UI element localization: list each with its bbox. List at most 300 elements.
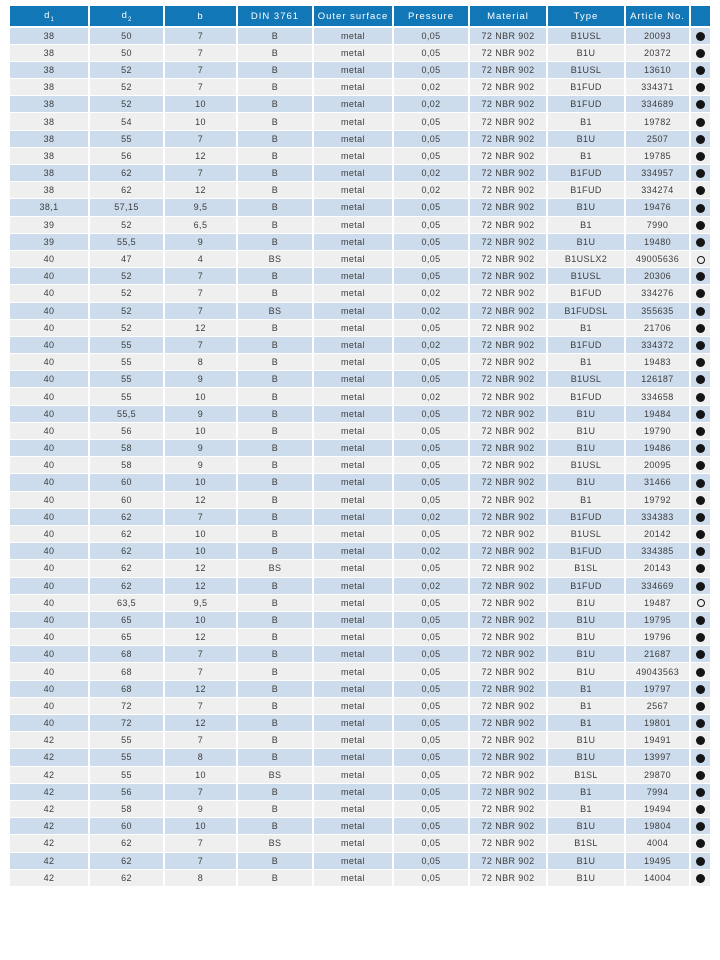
cell-article-no: 334385	[625, 543, 690, 560]
cell-outer-surface: metal	[313, 525, 393, 542]
cell-d2: 50	[89, 44, 164, 61]
filled-circle-icon	[696, 771, 705, 780]
cell-outer-surface: metal	[313, 130, 393, 147]
cell-pressure: 0,05	[393, 457, 469, 474]
cell-material: 72 NBR 902	[469, 783, 547, 800]
cell-availability	[690, 629, 710, 646]
cell-material: 72 NBR 902	[469, 182, 547, 199]
cell-d2: 55	[89, 766, 164, 783]
cell-article-no: 13997	[625, 749, 690, 766]
table-row	[10, 79, 710, 96]
cell-pressure: 0,05	[393, 663, 469, 680]
cell-type: B1U	[547, 422, 625, 439]
table-row	[10, 405, 710, 422]
cell-d1: 42	[10, 835, 89, 852]
cell-outer-surface: metal	[313, 44, 393, 61]
open-circle-icon	[697, 256, 705, 264]
cell-availability	[690, 354, 710, 371]
cell-availability	[690, 319, 710, 336]
cell-d1: 42	[10, 749, 89, 766]
cell-outer-surface: metal	[313, 474, 393, 491]
table-row	[10, 130, 710, 147]
cell-din-3761: B	[237, 577, 313, 594]
cell-outer-surface: metal	[313, 250, 393, 267]
cell-article-no: 29870	[625, 766, 690, 783]
cell-type: B1U	[547, 869, 625, 886]
cell-pressure: 0,02	[393, 79, 469, 96]
cell-din-3761: BS	[237, 835, 313, 852]
filled-circle-icon	[696, 805, 705, 814]
cell-d1: 38	[10, 130, 89, 147]
cell-type: B1USL	[547, 525, 625, 542]
cell-material: 72 NBR 902	[469, 646, 547, 663]
cell-pressure: 0,02	[393, 577, 469, 594]
cell-pressure: 0,05	[393, 818, 469, 835]
cell-article-no: 7994	[625, 783, 690, 800]
cell-pressure: 0,05	[393, 61, 469, 78]
cell-d2: 55	[89, 336, 164, 353]
cell-type: B1FUD	[547, 508, 625, 525]
filled-circle-icon	[696, 547, 705, 556]
cell-b: 10	[164, 113, 237, 130]
cell-d1: 39	[10, 216, 89, 233]
cell-din-3761: B	[237, 749, 313, 766]
cell-material: 72 NBR 902	[469, 405, 547, 422]
cell-article-no: 334274	[625, 182, 690, 199]
cell-outer-surface: metal	[313, 371, 393, 388]
cell-b: 8	[164, 749, 237, 766]
cell-availability	[690, 79, 710, 96]
cell-pressure: 0,05	[393, 250, 469, 267]
column-header-type: Type	[547, 6, 625, 27]
cell-d2: 52	[89, 268, 164, 285]
cell-d1: 40	[10, 543, 89, 560]
cell-material: 72 NBR 902	[469, 577, 547, 594]
cell-b: 12	[164, 577, 237, 594]
cell-article-no: 2507	[625, 130, 690, 147]
cell-type: B1USL	[547, 27, 625, 44]
cell-type: B1FUD	[547, 543, 625, 560]
cell-b: 7	[164, 732, 237, 749]
cell-outer-surface: metal	[313, 611, 393, 628]
cell-availability	[690, 491, 710, 508]
cell-article-no: 7990	[625, 216, 690, 233]
column-header-b: b	[164, 6, 237, 27]
table-row	[10, 422, 710, 439]
cell-din-3761: B	[237, 663, 313, 680]
cell-b: 7	[164, 508, 237, 525]
cell-d1: 40	[10, 508, 89, 525]
cell-material: 72 NBR 902	[469, 594, 547, 611]
cell-b: 7	[164, 268, 237, 285]
cell-d1: 40	[10, 611, 89, 628]
cell-article-no: 334372	[625, 336, 690, 353]
cell-type: B1U	[547, 852, 625, 869]
cell-din-3761: BS	[237, 560, 313, 577]
cell-pressure: 0,05	[393, 629, 469, 646]
cell-material: 72 NBR 902	[469, 525, 547, 542]
cell-material: 72 NBR 902	[469, 732, 547, 749]
filled-circle-icon	[696, 788, 705, 797]
cell-outer-surface: metal	[313, 577, 393, 594]
cell-outer-surface: metal	[313, 835, 393, 852]
cell-d1: 40	[10, 457, 89, 474]
cell-pressure: 0,05	[393, 869, 469, 886]
cell-pressure: 0,05	[393, 474, 469, 491]
cell-din-3761: B	[237, 61, 313, 78]
cell-d1: 38	[10, 79, 89, 96]
cell-type: B1	[547, 783, 625, 800]
cell-type: B1FUDSL	[547, 302, 625, 319]
cell-availability	[690, 732, 710, 749]
cell-material: 72 NBR 902	[469, 388, 547, 405]
cell-din-3761: B	[237, 268, 313, 285]
table-row	[10, 646, 710, 663]
cell-d2: 60	[89, 818, 164, 835]
cell-pressure: 0,05	[393, 147, 469, 164]
cell-b: 10	[164, 543, 237, 560]
filled-circle-icon	[696, 616, 705, 625]
cell-article-no: 13610	[625, 61, 690, 78]
cell-article-no: 19480	[625, 233, 690, 250]
cell-article-no: 19796	[625, 629, 690, 646]
cell-material: 72 NBR 902	[469, 216, 547, 233]
cell-d1: 42	[10, 783, 89, 800]
cell-material: 72 NBR 902	[469, 543, 547, 560]
cell-article-no: 19782	[625, 113, 690, 130]
cell-b: 7	[164, 130, 237, 147]
cell-availability	[690, 336, 710, 353]
cell-din-3761: B	[237, 783, 313, 800]
cell-d2: 47	[89, 250, 164, 267]
cell-b: 10	[164, 96, 237, 113]
cell-d2: 55	[89, 354, 164, 371]
filled-circle-icon	[696, 633, 705, 642]
cell-din-3761: B	[237, 869, 313, 886]
cell-din-3761: B	[237, 44, 313, 61]
cell-din-3761: B	[237, 474, 313, 491]
cell-outer-surface: metal	[313, 594, 393, 611]
cell-outer-surface: metal	[313, 405, 393, 422]
cell-d2: 60	[89, 491, 164, 508]
table-row	[10, 783, 710, 800]
filled-circle-icon	[696, 66, 705, 75]
cell-din-3761: B	[237, 422, 313, 439]
filled-circle-icon	[696, 444, 705, 453]
table-row	[10, 715, 710, 732]
cell-type: B1	[547, 354, 625, 371]
cell-b: 7	[164, 44, 237, 61]
cell-outer-surface: metal	[313, 182, 393, 199]
table-row	[10, 577, 710, 594]
filled-circle-icon	[696, 152, 705, 161]
cell-din-3761: B	[237, 543, 313, 560]
table-row	[10, 818, 710, 835]
cell-d2: 68	[89, 680, 164, 697]
cell-article-no: 19483	[625, 354, 690, 371]
cell-din-3761: BS	[237, 302, 313, 319]
cell-d2: 58	[89, 440, 164, 457]
cell-d2: 58	[89, 457, 164, 474]
cell-din-3761: B	[237, 130, 313, 147]
cell-b: 7	[164, 646, 237, 663]
cell-b: 12	[164, 182, 237, 199]
filled-circle-icon	[696, 238, 705, 247]
cell-outer-surface: metal	[313, 697, 393, 714]
cell-article-no: 19792	[625, 491, 690, 508]
cell-d1: 40	[10, 405, 89, 422]
cell-b: 7	[164, 783, 237, 800]
cell-article-no: 20306	[625, 268, 690, 285]
cell-outer-surface: metal	[313, 302, 393, 319]
cell-d1: 40	[10, 388, 89, 405]
cell-availability	[690, 560, 710, 577]
cell-type: B1USL	[547, 268, 625, 285]
table-row	[10, 749, 710, 766]
cell-d1: 40	[10, 250, 89, 267]
cell-d1: 38	[10, 44, 89, 61]
cell-din-3761: BS	[237, 250, 313, 267]
cell-outer-surface: metal	[313, 27, 393, 44]
cell-type: B1U	[547, 440, 625, 457]
cell-pressure: 0,05	[393, 216, 469, 233]
cell-material: 72 NBR 902	[469, 354, 547, 371]
cell-material: 72 NBR 902	[469, 611, 547, 628]
cell-outer-surface: metal	[313, 285, 393, 302]
cell-b: 12	[164, 629, 237, 646]
cell-material: 72 NBR 902	[469, 800, 547, 817]
cell-article-no: 20143	[625, 560, 690, 577]
cell-din-3761: B	[237, 508, 313, 525]
table-row	[10, 440, 710, 457]
cell-pressure: 0,05	[393, 646, 469, 663]
cell-pressure: 0,05	[393, 354, 469, 371]
open-circle-icon	[697, 599, 705, 607]
cell-material: 72 NBR 902	[469, 199, 547, 216]
cell-pressure: 0,05	[393, 766, 469, 783]
cell-material: 72 NBR 902	[469, 147, 547, 164]
cell-d1: 40	[10, 491, 89, 508]
cell-article-no: 19795	[625, 611, 690, 628]
cell-type: B1U	[547, 474, 625, 491]
cell-d2: 65	[89, 629, 164, 646]
product-table-container	[10, 6, 710, 887]
cell-material: 72 NBR 902	[469, 491, 547, 508]
cell-pressure: 0,02	[393, 165, 469, 182]
cell-d1: 40	[10, 577, 89, 594]
cell-b: 7	[164, 663, 237, 680]
cell-din-3761: B	[237, 680, 313, 697]
cell-material: 72 NBR 902	[469, 422, 547, 439]
cell-outer-surface: metal	[313, 783, 393, 800]
cell-d1: 40	[10, 594, 89, 611]
table-row	[10, 199, 710, 216]
filled-circle-icon	[696, 857, 705, 866]
cell-type: B1	[547, 491, 625, 508]
cell-availability	[690, 388, 710, 405]
cell-d2: 52	[89, 216, 164, 233]
cell-article-no: 2567	[625, 697, 690, 714]
cell-type: B1FUD	[547, 182, 625, 199]
cell-d1: 40	[10, 422, 89, 439]
cell-article-no: 19804	[625, 818, 690, 835]
cell-b: 7	[164, 61, 237, 78]
table-row	[10, 835, 710, 852]
cell-article-no: 334276	[625, 285, 690, 302]
table-row	[10, 268, 710, 285]
cell-type: B1U	[547, 818, 625, 835]
cell-d1: 40	[10, 474, 89, 491]
cell-material: 72 NBR 902	[469, 79, 547, 96]
cell-d2: 55	[89, 130, 164, 147]
cell-outer-surface: metal	[313, 491, 393, 508]
cell-b: 7	[164, 697, 237, 714]
table-row	[10, 61, 710, 78]
cell-d2: 52	[89, 79, 164, 96]
cell-material: 72 NBR 902	[469, 250, 547, 267]
cell-article-no: 19486	[625, 440, 690, 457]
cell-d1: 38	[10, 96, 89, 113]
cell-b: 12	[164, 715, 237, 732]
cell-din-3761: B	[237, 697, 313, 714]
cell-pressure: 0,05	[393, 491, 469, 508]
cell-d1: 40	[10, 680, 89, 697]
cell-outer-surface: metal	[313, 113, 393, 130]
cell-outer-surface: metal	[313, 79, 393, 96]
cell-d2: 68	[89, 646, 164, 663]
table-row	[10, 319, 710, 336]
cell-d2: 62	[89, 182, 164, 199]
cell-article-no: 19484	[625, 405, 690, 422]
cell-d2: 72	[89, 697, 164, 714]
cell-type: B1U	[547, 646, 625, 663]
cell-outer-surface: metal	[313, 354, 393, 371]
cell-pressure: 0,05	[393, 680, 469, 697]
cell-din-3761: B	[237, 147, 313, 164]
cell-availability	[690, 182, 710, 199]
cell-d1: 42	[10, 869, 89, 886]
cell-d2: 68	[89, 663, 164, 680]
cell-d1: 40	[10, 336, 89, 353]
cell-availability	[690, 577, 710, 594]
cell-b: 4	[164, 250, 237, 267]
table-body	[10, 27, 710, 886]
cell-availability	[690, 61, 710, 78]
cell-outer-surface: metal	[313, 61, 393, 78]
cell-d1: 40	[10, 354, 89, 371]
cell-availability	[690, 457, 710, 474]
filled-circle-icon	[696, 839, 705, 848]
cell-b: 7	[164, 285, 237, 302]
cell-material: 72 NBR 902	[469, 474, 547, 491]
cell-pressure: 0,05	[393, 697, 469, 714]
cell-material: 72 NBR 902	[469, 440, 547, 457]
column-header-material: Material	[469, 6, 547, 27]
cell-outer-surface: metal	[313, 852, 393, 869]
cell-d1: 38	[10, 165, 89, 182]
cell-article-no: 355635	[625, 302, 690, 319]
cell-b: 7	[164, 302, 237, 319]
cell-availability	[690, 663, 710, 680]
cell-article-no: 126187	[625, 371, 690, 388]
cell-type: B1U	[547, 594, 625, 611]
table-row	[10, 354, 710, 371]
filled-circle-icon	[696, 272, 705, 281]
cell-d1: 42	[10, 818, 89, 835]
cell-d2: 56	[89, 783, 164, 800]
cell-type: B1FUD	[547, 388, 625, 405]
cell-d2: 52	[89, 96, 164, 113]
column-header-din-3761: DIN 3761	[237, 6, 313, 27]
cell-d1: 40	[10, 371, 89, 388]
cell-outer-surface: metal	[313, 508, 393, 525]
filled-circle-icon	[696, 204, 705, 213]
cell-article-no: 19785	[625, 147, 690, 164]
cell-type: B1	[547, 147, 625, 164]
filled-circle-icon	[696, 822, 705, 831]
filled-circle-icon	[696, 169, 705, 178]
table-row	[10, 594, 710, 611]
cell-type: B1U	[547, 629, 625, 646]
cell-type: B1SL	[547, 835, 625, 852]
table-row	[10, 766, 710, 783]
cell-din-3761: B	[237, 79, 313, 96]
cell-outer-surface: metal	[313, 818, 393, 835]
cell-article-no: 19801	[625, 715, 690, 732]
table-row	[10, 233, 710, 250]
cell-pressure: 0,02	[393, 96, 469, 113]
table-row	[10, 697, 710, 714]
cell-b: 9,5	[164, 594, 237, 611]
table-header-row	[10, 6, 710, 27]
cell-article-no: 31466	[625, 474, 690, 491]
cell-material: 72 NBR 902	[469, 560, 547, 577]
cell-material: 72 NBR 902	[469, 319, 547, 336]
cell-article-no: 21706	[625, 319, 690, 336]
cell-b: 9	[164, 457, 237, 474]
cell-material: 72 NBR 902	[469, 371, 547, 388]
cell-d2: 58	[89, 800, 164, 817]
cell-b: 12	[164, 560, 237, 577]
table-row	[10, 44, 710, 61]
filled-circle-icon	[696, 100, 705, 109]
cell-outer-surface: metal	[313, 732, 393, 749]
cell-din-3761: B	[237, 371, 313, 388]
cell-din-3761: B	[237, 800, 313, 817]
cell-outer-surface: metal	[313, 663, 393, 680]
table-row	[10, 96, 710, 113]
cell-d1: 40	[10, 302, 89, 319]
cell-availability	[690, 749, 710, 766]
filled-circle-icon	[696, 221, 705, 230]
table-row	[10, 113, 710, 130]
cell-availability	[690, 715, 710, 732]
table-row	[10, 732, 710, 749]
cell-pressure: 0,05	[393, 130, 469, 147]
filled-circle-icon	[696, 513, 705, 522]
cell-article-no: 21687	[625, 646, 690, 663]
table-row	[10, 680, 710, 697]
cell-article-no: 4004	[625, 835, 690, 852]
cell-d2: 55	[89, 371, 164, 388]
cell-outer-surface: metal	[313, 560, 393, 577]
cell-type: B1FUD	[547, 336, 625, 353]
cell-d1: 42	[10, 766, 89, 783]
table-row	[10, 800, 710, 817]
cell-article-no: 19797	[625, 680, 690, 697]
filled-circle-icon	[696, 530, 705, 539]
cell-outer-surface: metal	[313, 646, 393, 663]
